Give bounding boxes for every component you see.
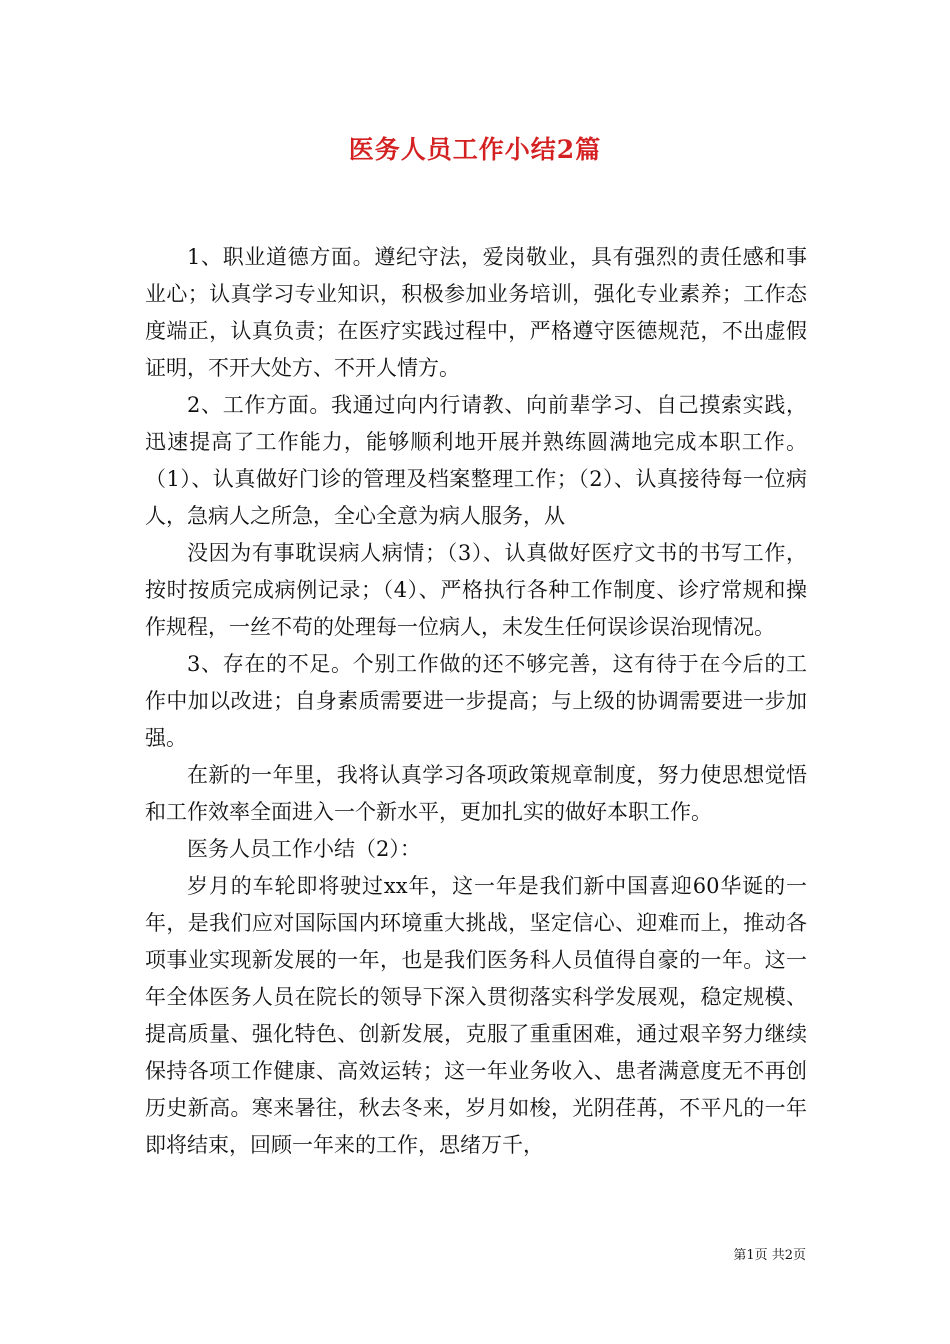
paragraph-year-review: 岁月的车轮即将驶过xx年，这一年是我们新中国喜迎60华诞的一年，是我们应对国际国内环境重大挑战，坚定信心、迎难而上，推动各项事业实现新发展的一年，也是我们医务科人员值得自豪的一年。这一年全体医务人员在院长的领导下深入贯彻落实科学发展观，稳定规模、提高质量、强化特色、创新发展，克服了重重困难，通过艰辛努力继续保持各项工作健康、高效运转；这一年业务收入、患者满意度无不再创历史新高。寒来暑往，秋去冬来，岁月如梭，光阴荏苒，不平凡的一年即将结束，回顾一年来的工作，思绪万千， (145, 874, 807, 1157)
section-heading-summary-2: 医务人员工作小结（2）： (187, 837, 421, 861)
page-title: 医务人员工作小结2篇 (348, 135, 602, 164)
document-body (145, 239, 807, 1164)
paragraph-work-aspects: 2、工作方面。我通过向内行请教、向前辈学习、自己摸索实践，迅速提高了工作能力，能够顺利地开展并熟练圆满地完成本职工作。（1）、认真做好门诊的管理及档案整理工作；（2）、认真接待每一位病人，急病人之所急，全心全意为病人服务，从 (145, 393, 807, 528)
paragraph-shortcomings: 3、存在的不足。个别工作做的还不够完善，这有待于在今后的工作中加以改进；自身素质需要进一步提高；与上级的协调需要进一步加强。 (145, 652, 807, 750)
paragraph-professional-ethics: 1、职业道德方面。遵纪守法，爱岗敬业，具有强烈的责任感和事业心；认真学习专业知识，积极参加业务培训，强化专业素养；工作态度端正，认真负责；在医疗实践过程中，严格遵守医德规范，不出虚假证明，不开大处方、不开人情方。 (145, 245, 807, 380)
paragraph-work-aspects-continued: 没因为有事耽误病人病情；（3）、认真做好医疗文书的书写工作，按时按质完成病例记录；（4）、严格执行各种工作制度、诊疗常规和操作规程，一丝不苟的处理每一位病人，未发生任何误诊误治现情况。 (145, 541, 807, 639)
paragraph-new-year-plan: 在新的一年里，我将认真学习各项政策规章制度，努力使思想觉悟和工作效率全面进入一个新水平，更加扎实的做好本职工作。 (145, 763, 807, 824)
page-number: 第1页 共2页 (733, 1248, 806, 1263)
